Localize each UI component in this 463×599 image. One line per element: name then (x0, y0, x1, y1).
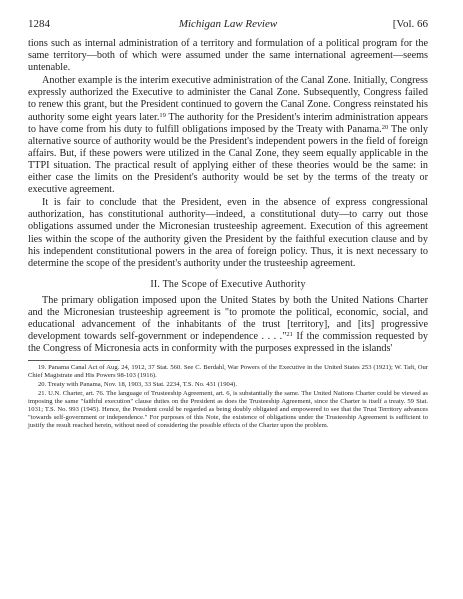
paragraph-primary-obligation-text-1: The primary obligation imposed upon the United States by both the United Nations Charter and the Micronesian trusteeship agreement is "to promote the political, economic, social, and educational advancement of the inhabitants of the trust [territory], and [its] progressive development towards self-government or independence . . . ." (28, 294, 428, 343)
paragraph-canal-zone (28, 75, 428, 196)
paragraph-continuation: tions such as internal administration of a territory and formulation of a political program for the same territory—both of which were assumed under the same international agreement—seems untenable. (28, 38, 428, 74)
footnote-19: 19. Panama Canal Act of Aug. 24, 1912, 37 Stat. 560. See C. Berdahl, War Powers of the Executive in the United States 253 (1921); W. Taft, Our Chief Magistrate and His Powers 98-103 (1916). (28, 364, 428, 380)
section-heading: II. The Scope of Executive Authority (150, 278, 306, 290)
paragraph-canal-zone-text-1: Another example is the interim executive administration of the Canal Zone. Initially, Congress expressly authorized the Executive to administer the Canal Zone. Subsequently, Congress failed to renew this grant, but the President continued to govern the Canal Zone. Congress reinstated his authority some eight years later. (28, 75, 428, 123)
paragraph-canal-zone-text-2: The authority for the President's interim administration appears to have come from his duty to fulfill obligations imposed by the Treaty with Panama. (28, 111, 429, 135)
footnotes (28, 364, 428, 429)
footnote-20: 20. Treaty with Panama, Nov. 18, 1903, 33 Stat. 2234, T.S. No. 431 (1904). (38, 381, 237, 389)
paragraph-conclusion: It is fair to conclude that the President, even in the absence of express congressional authorization, has constitutional authority—indeed, a constitutional duty—to carry out those obligations assumed under the Micronesian trusteeship agreement. Execution of this agreement lies within the scope of the authority given the President by the faithful execution clause and by his independent constitutional powers in the area of foreign policy. Thus, it is next necessary to determine the scope of the president's authority under the trusteeship agreement. (28, 197, 428, 269)
footnote-ref-21: 21 (286, 331, 293, 339)
paragraph-primary-obligation (28, 295, 428, 355)
footnote-divider (28, 360, 120, 361)
paragraph-canal-zone-text-3: The only alternative source of authority would be the President's independent powers in the field of foreign affairs. But, if these powers were utilized in the Canal Zone, they seem equally applicable in the TTPI situation. The practical result of applying either of these theories would be the same: in either case the limits on the President's authority would be set by the terms of the treaty or executive agreement. (28, 123, 428, 196)
footnote-ref-20: 20 (381, 123, 389, 131)
journal-title: Michigan Law Review (178, 18, 278, 30)
page (28, 18, 428, 431)
footnote-21: 21. U.N. Charter, art. 76. The language of Trusteeship Agreement, art. 6, is substantially the same. The United Nations Charter could be viewed as imposing the same "faithful execution" clause duties on the President as does the Trusteeship Agreement, since the Charter is itself a treaty. 59 Stat. 1031; T.S. No. 993 (1945). Hence, the President could be regarded as being doubly obligated and empowered to see that the Trust Territory advances "towards self-government or independence." For purposes of this Note, the existence of obligations under the Trusteeship Agreement is sufficient to justify the result reached herein, without need of considering the possible effects of the Charter upon the problem. (28, 390, 428, 429)
page-number: 1284 (28, 18, 50, 30)
volume-label: [Vol. 66 (392, 18, 428, 30)
paragraph-primary-obligation-text-2: If the commission requested by the Congress of Micronesia acts in conformity with the purposes expressed in the islands' (28, 331, 429, 355)
running-header (28, 18, 428, 32)
footnote-ref-19: 19 (159, 111, 166, 119)
body-text (28, 38, 428, 355)
